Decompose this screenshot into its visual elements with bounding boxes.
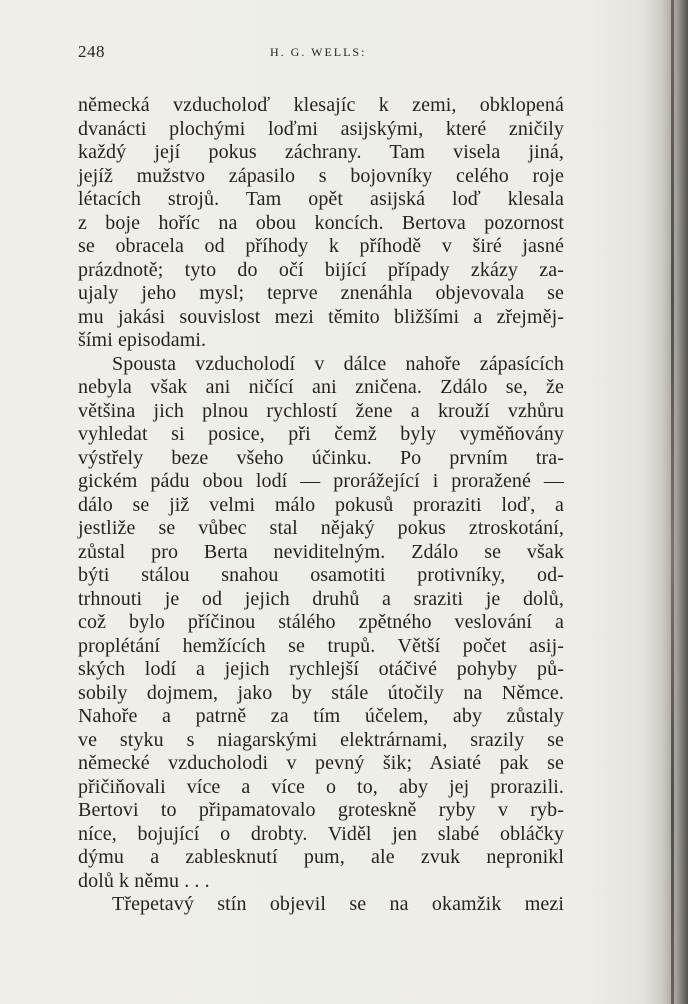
text-line: dýmu a zablesknutí pum, ale zvuk nepronikl [78, 846, 564, 868]
text-line: dálo se již velmi málo pokusů proraziti loď, a [78, 493, 564, 516]
text-line: býti stálou snahou osamotiti protivníky, od- [78, 564, 564, 586]
text-line: což bylo příčinou stálého zpětného veslování a [78, 611, 564, 633]
text-line: zůstal pro Berta neviditelným. Zdálo se však [78, 540, 564, 563]
text-line: dolů k němu . . . [78, 869, 210, 892]
text-line: ských lodí a jejich rychlejší otáčivé pohyby pů- [78, 658, 564, 680]
text-line: vyhledat si posice, při čemž byly vyměňovány [78, 423, 564, 445]
text-line: ve styku s niagarskými elektrárnami, srazily se [78, 728, 564, 751]
text-line: z boje hoříc na obou koncích. Bertova pozornost [78, 211, 564, 234]
text-line: Třepetavý stín objevil se na okamžik mezi [112, 893, 564, 915]
text-line: ujaly jeho mysl; teprve znenáhla objevovala se [78, 282, 564, 304]
text-line: níce, bojující o drobty. Viděl jen slabé obláčky [78, 822, 564, 845]
text-line: prázdnotě; tyto do očí bijící případy zkázy za- [78, 258, 564, 281]
text-line: jejíž mužstvo zápasilo s bojovníky celého roje [78, 164, 564, 187]
text-line: sobily dojmem, jako by stále útočily na Němce. [78, 681, 564, 704]
text-line: dvanácti plochými loďmi asijskými, které zničily [78, 117, 564, 140]
text-line: nebyla však ani ničící ani zničena. Zdálo se, že [78, 376, 564, 398]
text-line: Bertovi to připamatovalo groteskně ryby v ryb- [78, 799, 564, 821]
running-head: H. G. WELLS: [270, 45, 367, 59]
text-line: šími episodami. [78, 329, 207, 351]
text-line: výstřely beze všeho účinku. Po prvním tra- [78, 446, 564, 469]
text-line: proplétání hemžících se trupů. Větší počet asij- [78, 634, 564, 657]
spine-edge [671, 0, 674, 1004]
text-line: létacích strojů. Tam opět asijská loď klesala [78, 188, 564, 210]
text-line: mu jakási souvislost mezi těmito bližšími a zřejměj- [78, 305, 564, 328]
text-line: německá vzducholoď klesajíc k zemi, obklopená [78, 94, 564, 116]
text-line: gickém pádu obou lodí — prorážející i proražené — [78, 470, 564, 492]
text-line: každý její pokus záchrany. Tam visela jiná, [78, 141, 564, 163]
text-line: trhnouti je od jejich druhů a sraziti je dolů, [78, 587, 564, 610]
page-header [78, 42, 564, 66]
spine-shadow [644, 0, 688, 1004]
text-line: většina jich plnou rychlostí žene a krouží vzhůru [78, 399, 564, 422]
text-line: Spousta vzducholodí v dálce nahoře zápasících [112, 352, 564, 375]
page-number: 248 [78, 42, 105, 61]
text-line: jestliže se vůbec stal nějaký pokus ztroskotání, [78, 517, 564, 539]
text-line: německé vzducholodi v pevný šik; Asiaté pak se [78, 752, 564, 774]
body-text [78, 94, 564, 917]
text-line: se obracela od příhody k příhodě v širé jasné [78, 235, 564, 257]
text-line: přičiňovali více a více o to, aby jej prorazili. [78, 775, 564, 798]
text-line: Nahoře a patrně za tím účelem, aby zůstaly [78, 705, 564, 727]
